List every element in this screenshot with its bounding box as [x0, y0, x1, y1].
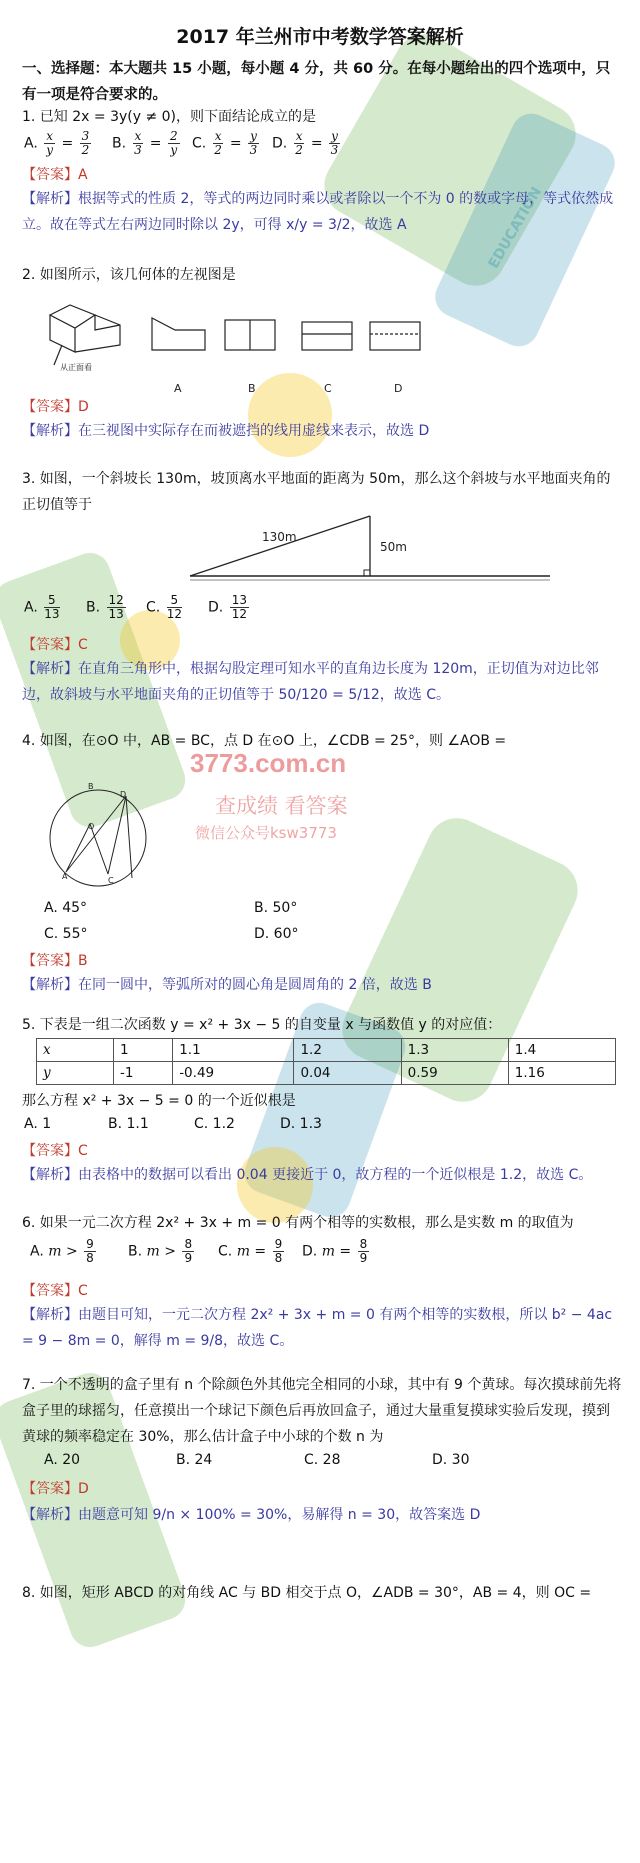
q4-figure — [40, 782, 160, 892]
q6-option-a: A. m > $\frac{9}{8}$ — [30, 1237, 94, 1265]
q4-option-b: B. 50° — [254, 900, 298, 916]
q3-option-c: C. $\frac{5}{12}$ — [146, 593, 182, 621]
q1-options — [22, 130, 622, 164]
table-cell: 0.59 — [401, 1062, 508, 1085]
q2-view-d — [370, 322, 420, 350]
table-cell: -0.49 — [173, 1062, 294, 1085]
q2-analysis: 【解析】在三视图中实际存在而被遮挡的线用虚线来表示，故选 D — [22, 423, 430, 439]
q4-fig-label-o: O — [88, 822, 95, 831]
q3-option-d: D. $\frac{13}{12}$ — [208, 593, 247, 621]
q5-option-b: B. 1.1 — [108, 1116, 149, 1132]
q4-analysis: 【解析】在同一圆中，等弧所对的圆心角是圆周角的 2 倍，故选 B — [22, 977, 432, 993]
table-cell: 1.1 — [173, 1039, 294, 1062]
q1-stem: 1. 已知 2x = 3y(y ≠ 0)，则下面结论成立的是 — [22, 109, 317, 125]
q7-options — [22, 1452, 622, 1476]
q2-stem: 2. 如图所示，该几何体的左视图是 — [22, 267, 236, 283]
q1-answer: 【答案】A — [22, 167, 88, 183]
q2-view-a — [152, 318, 205, 350]
table-cell: -1 — [114, 1062, 173, 1085]
table-row — [37, 1039, 616, 1062]
q4-stem: 4. 如图，在⊙O 中，AB = BC，点 D 在⊙O 上，∠CDB = 25°，则 ∠AOB = — [22, 733, 507, 749]
watermark-site: 3773.com.cn — [190, 748, 347, 778]
q3-height-label: 50m — [380, 540, 407, 554]
q3-stem: 3. 如图，一个斜坡长 130m，坡顶离水平地面的距离为 50m，那么这个斜坡与水平地面夹角的正切值等于 — [22, 471, 611, 513]
q7-option-c: C. 28 — [304, 1452, 341, 1468]
table-cell: 1.4 — [508, 1039, 615, 1062]
q2-fig-note: 从正面看 — [60, 363, 92, 372]
q7-stem: 7. 一个不透明的盒子里有 n 个除颜色外其他完全相同的小球，其中有 9 个黄球。每次摸球前先将盒子里的球摇匀，任意摸出一个球记下颜色后再放回盒子，通过大量重复摸球实验后发现，摸到黄球的频率稳定在 30%，那么估计盒子中小球的个数 n 为 — [22, 1377, 622, 1445]
q4-fig-label-a: A — [62, 872, 68, 881]
table-cell: x — [37, 1039, 114, 1062]
q7-option-b: B. 24 — [176, 1452, 213, 1468]
q2-solid — [50, 305, 120, 365]
q5-options — [22, 1116, 622, 1140]
q7-answer: 【答案】D — [22, 1481, 89, 1497]
q7-option-a: A. 20 — [44, 1452, 81, 1468]
q3-option-b: B. $\frac{12}{13}$ — [86, 593, 124, 621]
q7-option-d: D. 30 — [432, 1452, 470, 1468]
watermark-line2: 微信公众号ksw3773 — [195, 824, 337, 842]
q2-label-d: D — [394, 382, 403, 395]
q6-stem: 6. 如果一元二次方程 2x² + 3x + m = 0 有两个相等的实数根，那么是实数 m 的取值为 — [22, 1215, 574, 1231]
q4-fig-label-d: D — [120, 790, 127, 799]
q3-answer: 【答案】C — [22, 637, 88, 653]
table-cell: y — [37, 1062, 114, 1085]
q1-option-c: C. $\frac{x}{2}$ = $\frac{y}{3}$ — [192, 129, 258, 157]
q6-option-b: B. m > $\frac{8}{9}$ — [128, 1237, 193, 1265]
q5-option-c: C. 1.2 — [194, 1116, 235, 1132]
q3-option-a: A. $\frac{5}{13}$ — [24, 593, 60, 621]
q2-answer: 【答案】D — [22, 399, 89, 415]
q6-answer: 【答案】C — [22, 1283, 88, 1299]
q5-option-d: D. 1.3 — [280, 1116, 322, 1132]
q1-option-d: D. $\frac{x}{2}$ = $\frac{y}{3}$ — [272, 129, 339, 157]
q7-analysis: 【解析】由题意可知 9/n × 100% = 30%，易解得 n = 30，故答案选 D — [22, 1507, 481, 1523]
q5-question: 那么方程 x² + 3x − 5 = 0 的一个近似根是 — [22, 1093, 296, 1109]
table-cell: 1.3 — [401, 1039, 508, 1062]
q2-label-c: C — [324, 382, 332, 395]
q2-label-b: B — [248, 382, 256, 395]
q5-option-a: A. 1 — [24, 1116, 52, 1132]
q3-slope-label: 130m — [262, 530, 297, 544]
section-header: 一、选择题：本大题共 15 小题，每小题 4 分，共 60 分。在每小题给出的四个选项中，只有一项是符合要求的。 — [22, 61, 611, 103]
table-cell: 0.04 — [294, 1062, 401, 1085]
q6-option-d: D. m = $\frac{8}{9}$ — [302, 1237, 368, 1265]
q4-option-c: C. 55° — [44, 926, 88, 942]
table-cell: 1.2 — [294, 1039, 401, 1062]
q8-stem: 8. 如图，矩形 ABCD 的对角线 AC 与 BD 相交于点 O，∠ADB = 30°，AB = 4，则 OC = — [22, 1585, 592, 1601]
q2-view-c — [302, 322, 352, 350]
q4-option-a: A. 45° — [44, 900, 88, 916]
watermark-edu: EDUCATION — [485, 184, 546, 272]
q1-analysis: 【解析】根据等式的性质 2，等式的两边同时乘以或者除以一个不为 0 的数或字母，等式依然成立。故在等式左右两边同时除以 2y，可得 x/y = 3/2，故选 A — [22, 191, 614, 233]
q4-fig-label-b: B — [88, 782, 94, 791]
q6-options — [22, 1238, 622, 1274]
table-cell: 1 — [114, 1039, 173, 1062]
q1-option-b: B. $\frac{x}{3}$ = $\frac{2}{y}$ — [112, 129, 178, 157]
q2-figure — [40, 300, 460, 380]
q4-answer: 【答案】B — [22, 953, 88, 969]
q3-analysis: 【解析】在直角三角形中，根据勾股定理可知水平的直角边长度为 120m，正切值为对边比邻边，故斜坡与水平地面夹角的正切值等于 50/120 = 5/12，故选 C。 — [22, 661, 599, 703]
q5-analysis: 【解析】由表格中的数据可以看出 0.04 更接近于 0，故方程的一个近似根是 1.2，故选 C。 — [22, 1167, 593, 1183]
table-cell: 1.16 — [508, 1062, 615, 1085]
q5-stem: 5. 下表是一组二次函数 y = x² + 3x − 5 的自变量 x 与函数值 y 的对应值： — [22, 1017, 502, 1033]
q5-answer: 【答案】C — [22, 1143, 88, 1159]
q3-options — [22, 594, 622, 630]
q2-label-a: A — [174, 382, 182, 395]
table-row — [37, 1062, 616, 1085]
q4-options — [22, 900, 622, 952]
q6-option-c: C. m = $\frac{9}{8}$ — [218, 1237, 283, 1265]
q5-table — [36, 1038, 616, 1085]
q6-analysis: 【解析】由题目可知，一元二次方程 2x² + 3x + m = 0 有两个相等的实数根，所以 b² − 4ac = 9 − 8m = 0，解得 m = 9/8，故选 C。 — [22, 1307, 613, 1349]
watermark-line1: 查成绩 看答案 — [215, 794, 348, 818]
q4-fig-label-c: C — [108, 876, 114, 885]
q4-option-d: D. 60° — [254, 926, 299, 942]
q2-view-b — [225, 320, 275, 350]
q1-option-a: A. $\frac{x}{y}$ = $\frac{3}{2}$ — [24, 129, 90, 157]
page-title: 2017 年兰州市中考数学答案解析 — [176, 26, 464, 48]
